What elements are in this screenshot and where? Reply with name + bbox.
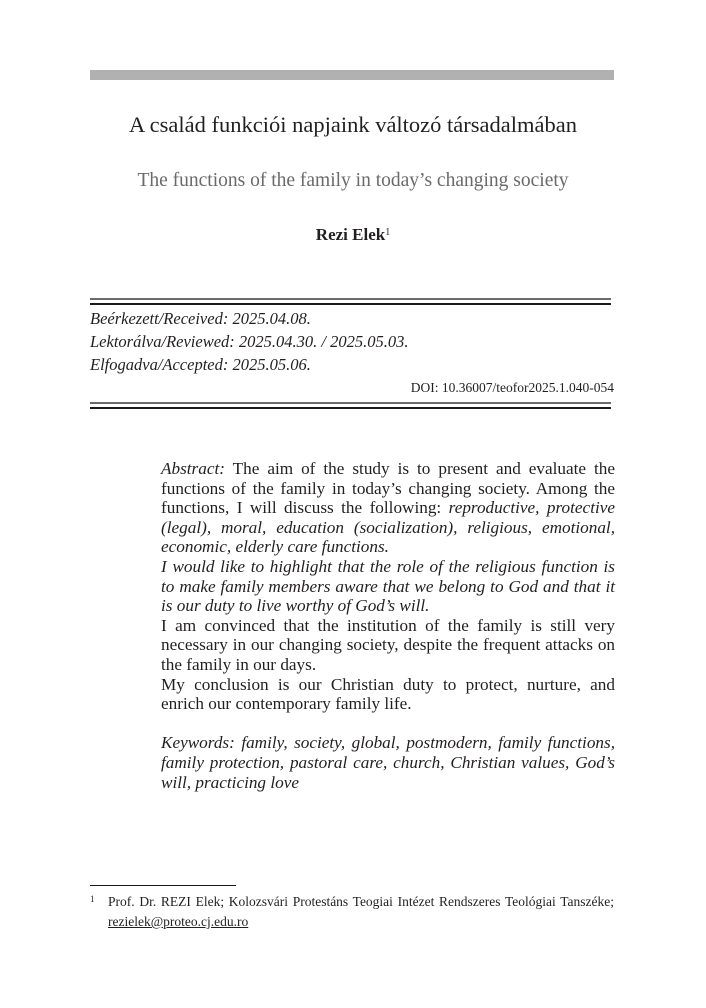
abstract-paragraph-2: I would like to highlight that the role of the religious function is to make family members aware that we belong to God and that it is our duty to live worthy of God’s will. — [161, 556, 615, 616]
abstract-label: Abstract: — [161, 459, 225, 478]
received-date: Beérkezett/Received: 2025.04.08. — [90, 309, 311, 328]
article-subtitle: The functions of the family in today’s changing society — [137, 170, 569, 191]
footnote-ref[interactable]: 1 — [385, 227, 391, 238]
keywords-list: family, society, global, postmodern, family functions, family protection, pastoral care, church, Christian values, God’s will, practicing love — [161, 733, 615, 792]
divider-top-1 — [90, 298, 611, 300]
keywords-label: Keywords: — [161, 733, 235, 753]
doi: DOI: 10.36007/teofor2025.1.040-054 — [410, 380, 614, 395]
footnote-separator — [90, 885, 236, 886]
author-name-text: Rezi Elek — [315, 225, 386, 244]
divider-bottom-2 — [90, 407, 611, 409]
accepted-date: Elfogadva/Accepted: 2025.05.06. — [90, 355, 311, 374]
header-bar — [90, 70, 614, 80]
abstract-paragraph-3: I am convinced that the institution of the family is still very necessary in our changing society, despite the frequent attacks on the family in our days. — [161, 615, 615, 674]
footnote-email-link[interactable]: rezielek@proteo.cj.edu.ro — [108, 914, 249, 929]
abstract-text: The aim of the study is to present and evaluate the functions of the family in today’s changing society. Among the functions, I will discuss the following: — [161, 459, 615, 518]
abstract — [161, 459, 615, 792]
footnote — [90, 892, 614, 932]
abstract-paragraph-1 — [161, 459, 615, 557]
footnote-text-block — [90, 892, 614, 932]
publication-dates — [90, 307, 409, 376]
article-title: A család funkciói napjaink változó társadalmában — [129, 112, 577, 137]
reviewed-date: Lektorálva/Reviewed: 2025.04.30. / 2025.05.03. — [90, 332, 409, 351]
footnote-number: 1 — [90, 894, 95, 904]
keywords — [161, 733, 615, 792]
abstract-paragraph-4: My conclusion is our Christian duty to protect, nurture, and enrich our contemporary family life. — [161, 674, 615, 714]
divider-bottom-1 — [90, 402, 611, 404]
author-name — [0, 224, 706, 246]
footnote-text: Prof. Dr. REZI Elek; Kolozsvári Protestáns Teogiai Intézet Rendszeres Teológiai Tanszéke; — [108, 894, 614, 909]
divider-top-2 — [90, 303, 611, 305]
abstract-functions: reproductive, protective (legal), moral, education (socialization), religious, emotional, economic, elderly care functions. — [161, 498, 615, 557]
